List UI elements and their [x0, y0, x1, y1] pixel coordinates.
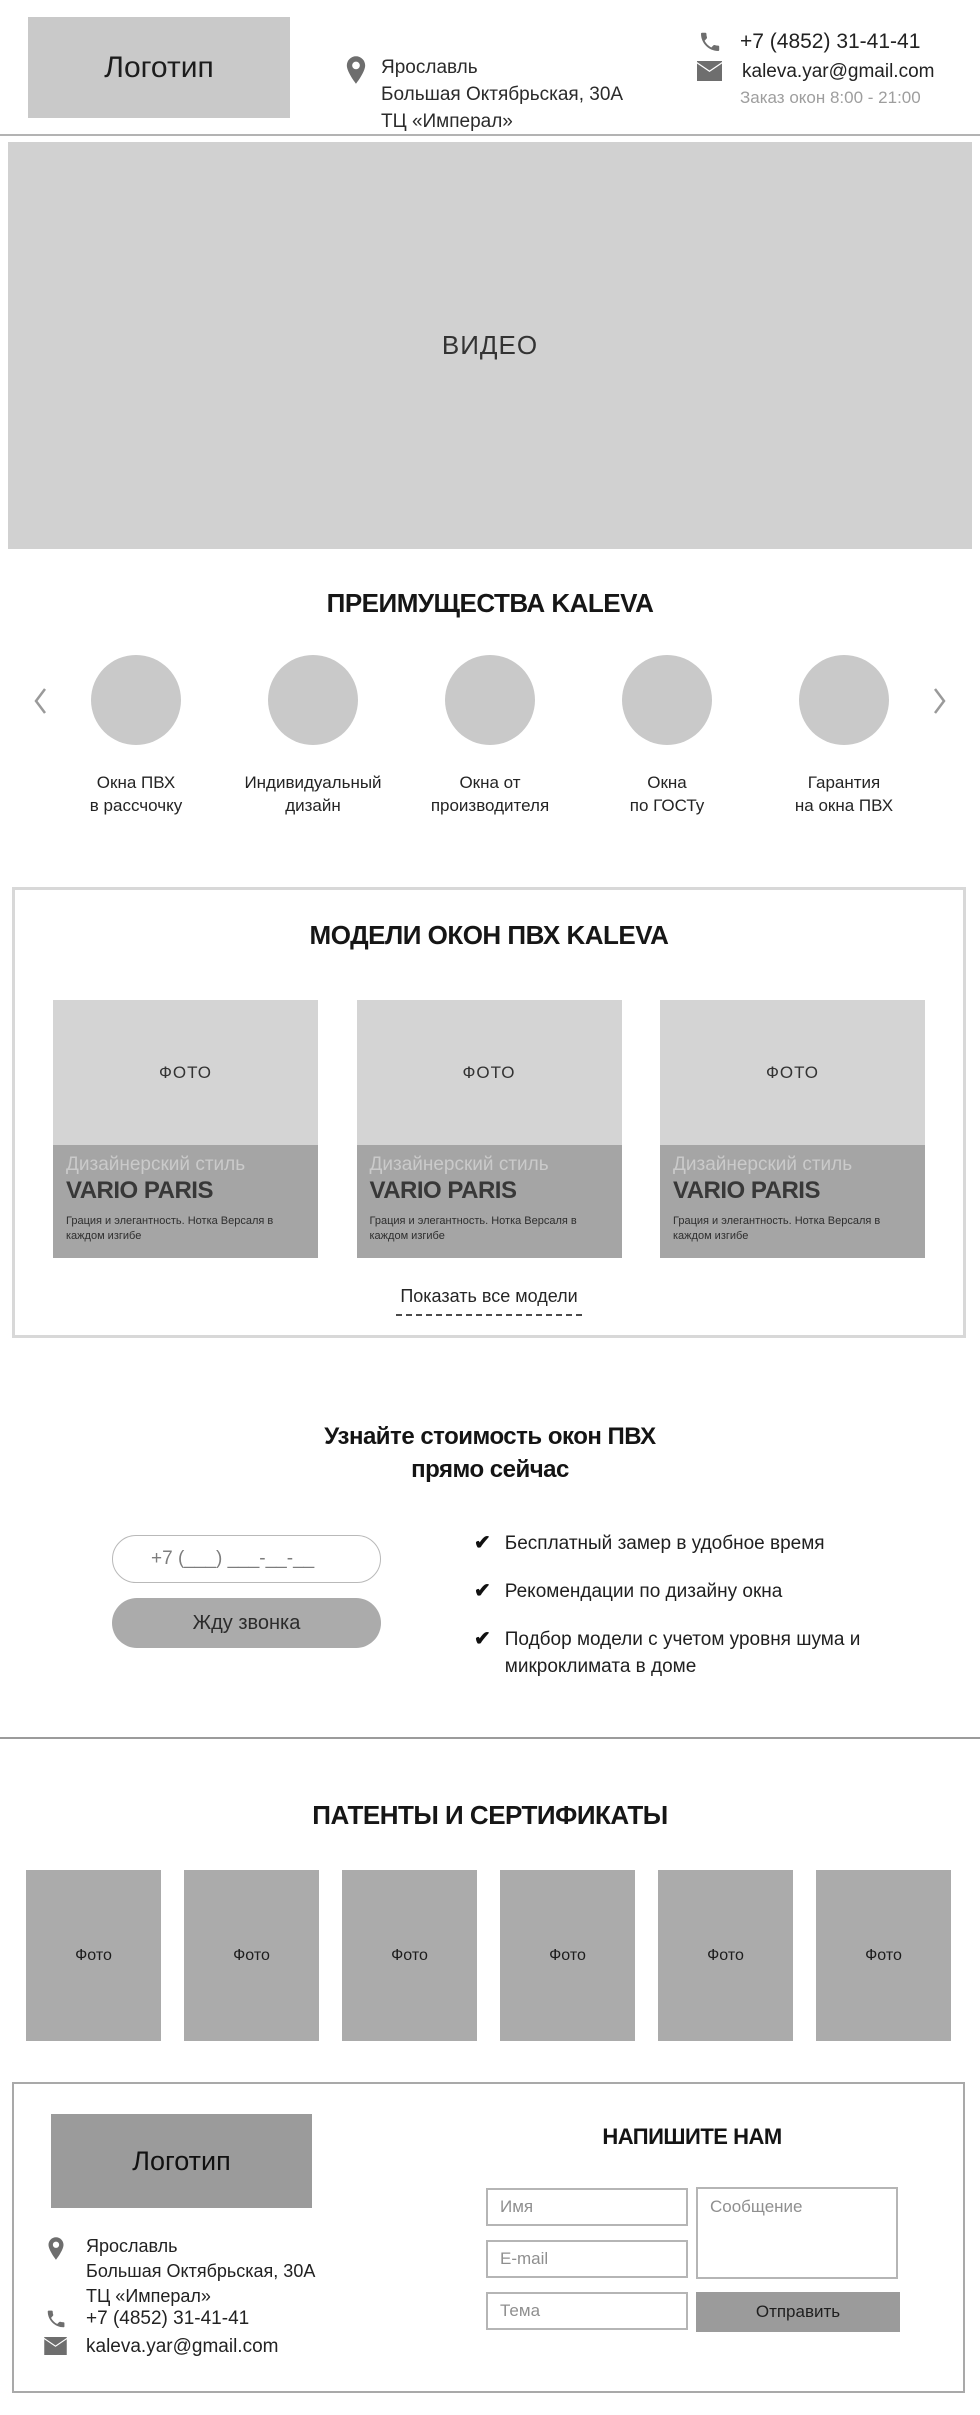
advantage-item	[60, 655, 212, 817]
patent-photo[interactable]: Фото	[342, 1870, 477, 2041]
advantage-item	[237, 655, 389, 817]
check-icon: ✔	[474, 1532, 491, 1554]
header-address-line: Ярославль	[381, 57, 478, 78]
send-button[interactable]: Отправить	[696, 2292, 900, 2332]
model-card[interactable]	[53, 1000, 318, 1258]
patents-title: ПАТЕНТЫ И СЕРТИФИКАТЫ	[312, 1800, 668, 1830]
advantage-label: Окна ПВХ в рассчочку	[89, 773, 183, 815]
patent-photo[interactable]: Фото	[500, 1870, 635, 2041]
header-email: kaleva.yar@gmail.com	[742, 61, 935, 82]
video-label: ВИДЕО	[441, 330, 539, 360]
quote-title: Узнайте стоимость окон ПВХ прямо сейчас	[324, 1423, 656, 1483]
carousel-next-button[interactable]	[926, 684, 952, 718]
advantage-photo-circle	[268, 655, 358, 745]
email-icon	[696, 61, 723, 81]
patent-photo[interactable]: Фото	[816, 1870, 951, 2041]
name-input[interactable]	[486, 2188, 688, 2226]
advantage-label: Окна по ГОСТу	[629, 773, 705, 815]
advantage-photo-circle	[445, 655, 535, 745]
carousel-prev-button[interactable]	[28, 684, 54, 718]
footer-logo	[51, 2114, 312, 2208]
model-description: Грация и элегантность. Нотка Версаля в каждом изгибе	[673, 1215, 881, 1242]
model-card-overlay	[357, 1145, 622, 1258]
model-card[interactable]	[660, 1000, 925, 1258]
advantage-photo-circle	[622, 655, 712, 745]
section-divider	[0, 1737, 980, 1739]
check-icon: ✔	[474, 1628, 491, 1650]
models-title: МОДЕЛИ ОКОН ПВХ KALEVA	[309, 920, 669, 950]
benefit-item	[474, 1626, 944, 1680]
header-address-line: Большая Октябрьская, 30А	[381, 84, 624, 105]
model-style-tag: Дизайнерский стиль	[673, 1154, 853, 1175]
subject-input[interactable]	[486, 2292, 688, 2330]
working-hours: Заказ окон 8:00 - 21:00	[740, 88, 921, 107]
model-card-overlay	[660, 1145, 925, 1258]
patent-photo[interactable]: Фото	[26, 1870, 161, 2041]
show-all-models	[15, 1286, 963, 1316]
footer-phone: +7 (4852) 31-41-41	[86, 2308, 250, 2329]
advantage-item	[768, 655, 920, 817]
check-icon: ✔	[474, 1580, 491, 1602]
header-divider	[0, 134, 980, 136]
footer	[12, 2082, 965, 2393]
advantages-title: ПРЕИМУЩЕСТВА KALEVA	[326, 588, 654, 618]
model-cards	[15, 1000, 963, 1258]
model-style-tag: Дизайнерский стиль	[369, 1154, 549, 1175]
header-address-line: ТЦ «Имперал»	[381, 111, 513, 132]
advantage-photo-circle	[799, 655, 889, 745]
advantages-carousel	[60, 655, 920, 817]
header-logo-label: Логотип	[104, 50, 214, 84]
model-photo: ФОТО	[660, 1000, 925, 1145]
contact-form-title: НАПИШИТЕ НАМ	[602, 2124, 782, 2149]
footer-email: kaleva.yar@gmail.com	[86, 2336, 279, 2357]
header-phone: +7 (4852) 31-41-41	[740, 30, 921, 53]
model-card[interactable]	[357, 1000, 622, 1258]
model-name: VARIO PARIS	[369, 1177, 517, 1204]
model-photo: ФОТО	[53, 1000, 318, 1145]
model-name: VARIO PARIS	[673, 1177, 820, 1204]
footer-address: Ярославль Большая Октябрьская, 30А ТЦ «Имперал»	[86, 2236, 316, 2306]
benefit-text: Бесплатный замер в удобное время	[504, 1533, 825, 1554]
advantage-item	[591, 655, 743, 817]
model-style-tag: Дизайнерский стиль	[66, 1154, 246, 1175]
header-logo	[28, 17, 290, 118]
model-card-overlay	[53, 1145, 318, 1258]
benefit-text: Рекомендации по дизайну окна	[504, 1581, 783, 1602]
advantage-item	[414, 655, 566, 817]
benefit-item	[474, 1578, 944, 1605]
message-textarea[interactable]	[696, 2187, 898, 2279]
show-all-models-link[interactable]: Показать все модели	[396, 1286, 581, 1316]
model-name: VARIO PARIS	[66, 1177, 213, 1204]
patent-photo[interactable]: Фото	[184, 1870, 319, 2041]
footer-logo-label: Логотип	[132, 2145, 231, 2176]
phone-input[interactable]	[112, 1535, 381, 1583]
benefit-item	[474, 1530, 944, 1557]
benefits-list	[474, 1530, 944, 1680]
email-input[interactable]	[486, 2240, 688, 2278]
request-call-button[interactable]: Жду звонка	[112, 1598, 381, 1648]
models-section	[12, 887, 966, 1338]
benefit-text: Подбор модели с учетом уровня шума и микроклимата в доме	[504, 1629, 861, 1677]
location-pin-icon	[47, 2236, 65, 2261]
advantage-photo-circle	[91, 655, 181, 745]
advantage-label: Гарантия на окна ПВХ	[794, 773, 894, 815]
header-address	[381, 54, 623, 135]
phone-icon	[45, 2308, 67, 2330]
patent-photo[interactable]: Фото	[658, 1870, 793, 2041]
model-description: Грация и элегантность. Нотка Версаля в каждом изгибе	[369, 1215, 577, 1242]
model-description: Грация и элегантность. Нотка Версаля в каждом изгибе	[66, 1215, 274, 1242]
model-photo: ФОТО	[357, 1000, 622, 1145]
video-placeholder[interactable]	[8, 142, 972, 549]
advantage-label: Окна от производителя	[430, 773, 550, 815]
location-pin-icon	[345, 55, 367, 85]
phone-icon	[698, 30, 722, 54]
email-icon	[43, 2337, 68, 2355]
patents-gallery	[26, 1870, 951, 2041]
advantage-label: Индивидуальный дизайн	[244, 773, 382, 815]
